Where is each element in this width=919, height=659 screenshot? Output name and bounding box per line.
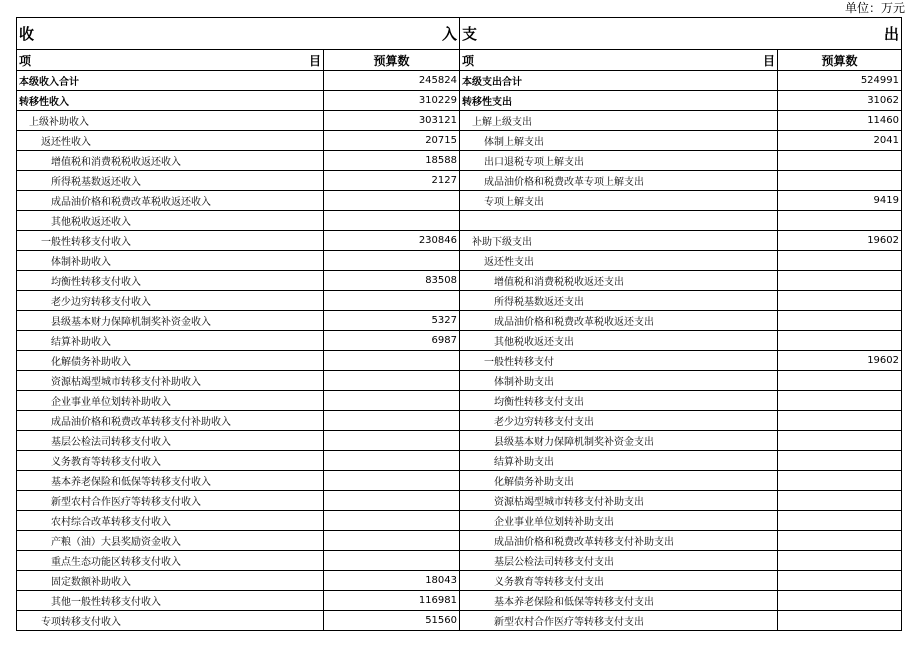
income-item-label: 成品油价格和税费改革转移支付补助收入 [17, 411, 324, 431]
table-row [17, 211, 902, 231]
income-item-header [17, 50, 324, 71]
expense-amount [778, 531, 902, 551]
income-item-label: 本级收入合计 [17, 71, 324, 91]
expense-amount: 19602 [778, 231, 902, 251]
income-amount [324, 491, 460, 511]
table-row [17, 551, 902, 571]
income-item-label: 农村综合改革转移支付收入 [17, 511, 324, 531]
expense-item-label: 补助下级支出 [460, 231, 778, 251]
expense-amount: 19602 [778, 351, 902, 371]
income-item-label: 转移性收入 [17, 91, 324, 111]
table-row [17, 291, 902, 311]
income-item-label: 企业事业单位划转补助收入 [17, 391, 324, 411]
expense-item-label: 出口退税专项上解支出 [460, 151, 778, 171]
expense-amount: 11460 [778, 111, 902, 131]
table-row [17, 111, 902, 131]
income-item-label: 县级基本财力保障机制奖补资金收入 [17, 311, 324, 331]
income-item-label: 结算补助收入 [17, 331, 324, 351]
table-row [17, 411, 902, 431]
income-item-label: 产粮（油）大县奖励资金收入 [17, 531, 324, 551]
expense-item-label: 资源枯竭型城市转移支付补助支出 [460, 491, 778, 511]
expense-item-label: 专项上解支出 [460, 191, 778, 211]
income-section-cell [17, 18, 460, 50]
table-row [17, 431, 902, 451]
expense-amount [778, 371, 902, 391]
expense-amount [778, 411, 902, 431]
expense-amount [778, 571, 902, 591]
table-row [17, 371, 902, 391]
table-row [17, 391, 902, 411]
income-amount: 20715 [324, 131, 460, 151]
expense-item-header-right: 目 [762, 53, 775, 68]
expense-item-label: 结算补助支出 [460, 451, 778, 471]
table-row [17, 231, 902, 251]
table-row [17, 171, 902, 191]
table-row [17, 571, 902, 591]
expense-item-label: 义务教育等转移支付支出 [460, 571, 778, 591]
income-item-label: 上级补助收入 [17, 111, 324, 131]
table-row [17, 351, 902, 371]
income-item-label: 老少边穷转移支付收入 [17, 291, 324, 311]
expense-item-label: 所得税基数返还支出 [460, 291, 778, 311]
expense-item-label: 成品油价格和税费改革专项上解支出 [460, 171, 778, 191]
expense-amount [778, 311, 902, 331]
income-amount: 310229 [324, 91, 460, 111]
income-item-label: 所得税基数返还收入 [17, 171, 324, 191]
expense-amount [778, 551, 902, 571]
income-amount [324, 391, 460, 411]
header-row [17, 50, 902, 71]
expense-amount [778, 491, 902, 511]
expense-item-label: 增值税和消费税税收返还支出 [460, 271, 778, 291]
income-item-label: 新型农村合作医疗等转移支付收入 [17, 491, 324, 511]
expense-amount [778, 611, 902, 631]
expense-amount [778, 511, 902, 531]
expense-item-label [460, 211, 778, 231]
income-item-label: 固定数额补助收入 [17, 571, 324, 591]
income-item-label: 基本养老保险和低保等转移支付收入 [17, 471, 324, 491]
income-amount: 51560 [324, 611, 460, 631]
section-row [17, 18, 902, 50]
income-item-label: 返还性收入 [17, 131, 324, 151]
expense-amount [778, 291, 902, 311]
table-row [17, 271, 902, 291]
table-row [17, 611, 902, 631]
table-row [17, 471, 902, 491]
budget-table [16, 17, 902, 631]
income-amount: 18043 [324, 571, 460, 591]
expense-amount [778, 431, 902, 451]
table-row [17, 91, 902, 111]
expense-item-label: 体制补助支出 [460, 371, 778, 391]
table-row [17, 331, 902, 351]
table-row [17, 491, 902, 511]
income-item-label: 化解债务补助收入 [17, 351, 324, 371]
expense-amount [778, 451, 902, 471]
income-item-label: 均衡性转移支付收入 [17, 271, 324, 291]
expense-item-label: 上解上级支出 [460, 111, 778, 131]
income-item-label: 一般性转移支付收入 [17, 231, 324, 251]
income-item-label: 义务教育等转移支付收入 [17, 451, 324, 471]
expense-item-label: 企业事业单位划转补助支出 [460, 511, 778, 531]
table-row [17, 251, 902, 271]
income-item-label: 专项转移支付收入 [17, 611, 324, 631]
expense-amount [778, 251, 902, 271]
income-amount [324, 191, 460, 211]
income-amount: 2127 [324, 171, 460, 191]
income-section-right: 入 [441, 25, 457, 43]
expense-item-label: 一般性转移支付 [460, 351, 778, 371]
income-item-label: 资源枯竭型城市转移支付补助收入 [17, 371, 324, 391]
income-item-label: 成品油价格和税费改革税收返还收入 [17, 191, 324, 211]
expense-item-label: 其他税收返还支出 [460, 331, 778, 351]
table-row [17, 71, 902, 91]
table-row [17, 451, 902, 471]
income-amount [324, 371, 460, 391]
income-item-header-right: 目 [308, 53, 321, 68]
expense-item-label: 基层公检法司转移支付支出 [460, 551, 778, 571]
income-amount: 116981 [324, 591, 460, 611]
income-item-label: 体制补助收入 [17, 251, 324, 271]
expense-amount [778, 391, 902, 411]
table-row [17, 531, 902, 551]
expense-amount [778, 271, 902, 291]
expense-amount: 31062 [778, 91, 902, 111]
table-row [17, 311, 902, 331]
expense-section-right: 出 [883, 25, 899, 43]
unit-label: 单位：万元 [844, 1, 905, 15]
table-row [17, 511, 902, 531]
income-amount: 245824 [324, 71, 460, 91]
expense-item-label: 成品油价格和税费改革税收返还支出 [460, 311, 778, 331]
income-amount: 83508 [324, 271, 460, 291]
income-item-label: 基层公检法司转移支付收入 [17, 431, 324, 451]
income-item-label: 其他一般性转移支付收入 [17, 591, 324, 611]
income-amount [324, 351, 460, 371]
expense-item-label: 成品油价格和税费改革转移支付补助支出 [460, 531, 778, 551]
expense-amount: 2041 [778, 131, 902, 151]
income-amount: 6987 [324, 331, 460, 351]
income-amount [324, 211, 460, 231]
table-row [17, 191, 902, 211]
income-amount [324, 451, 460, 471]
income-item-label: 重点生态功能区转移支付收入 [17, 551, 324, 571]
income-amount [324, 531, 460, 551]
expense-item-header-left: 项 [462, 53, 475, 68]
expense-item-label: 老少边穷转移支付支出 [460, 411, 778, 431]
expense-item-label: 县级基本财力保障机制奖补资金支出 [460, 431, 778, 451]
expense-amount: 9419 [778, 191, 902, 211]
expense-item-label: 新型农村合作医疗等转移支付支出 [460, 611, 778, 631]
expense-amount: 524991 [778, 71, 902, 91]
expense-amount-header: 预算数 [778, 50, 902, 71]
table-row [17, 131, 902, 151]
income-amount: 230846 [324, 231, 460, 251]
income-amount [324, 251, 460, 271]
expense-item-label: 返还性支出 [460, 251, 778, 271]
income-amount-header: 预算数 [324, 50, 460, 71]
income-amount [324, 551, 460, 571]
expense-amount [778, 171, 902, 191]
expense-item-label: 体制上解支出 [460, 131, 778, 151]
income-amount [324, 291, 460, 311]
expense-section-left: 支 [462, 25, 478, 43]
expense-amount [778, 211, 902, 231]
expense-section-cell [460, 18, 902, 50]
table-row [17, 151, 902, 171]
income-item-label: 增值税和消费税税收返还收入 [17, 151, 324, 171]
income-amount: 303121 [324, 111, 460, 131]
expense-amount [778, 331, 902, 351]
income-section-left: 收 [19, 25, 35, 43]
expense-amount [778, 471, 902, 491]
income-amount: 5327 [324, 311, 460, 331]
expense-item-label: 基本养老保险和低保等转移支付支出 [460, 591, 778, 611]
expense-amount [778, 591, 902, 611]
income-amount [324, 431, 460, 451]
income-amount [324, 511, 460, 531]
expense-item-header [460, 50, 778, 71]
expense-item-label: 转移性支出 [460, 91, 778, 111]
table-row [17, 591, 902, 611]
income-amount: 18588 [324, 151, 460, 171]
expense-item-label: 均衡性转移支付支出 [460, 391, 778, 411]
income-item-label: 其他税收返还收入 [17, 211, 324, 231]
income-item-header-left: 项 [19, 53, 32, 68]
income-amount [324, 411, 460, 431]
expense-item-label: 化解债务补助支出 [460, 471, 778, 491]
expense-item-label: 本级支出合计 [460, 71, 778, 91]
income-amount [324, 471, 460, 491]
expense-amount [778, 151, 902, 171]
